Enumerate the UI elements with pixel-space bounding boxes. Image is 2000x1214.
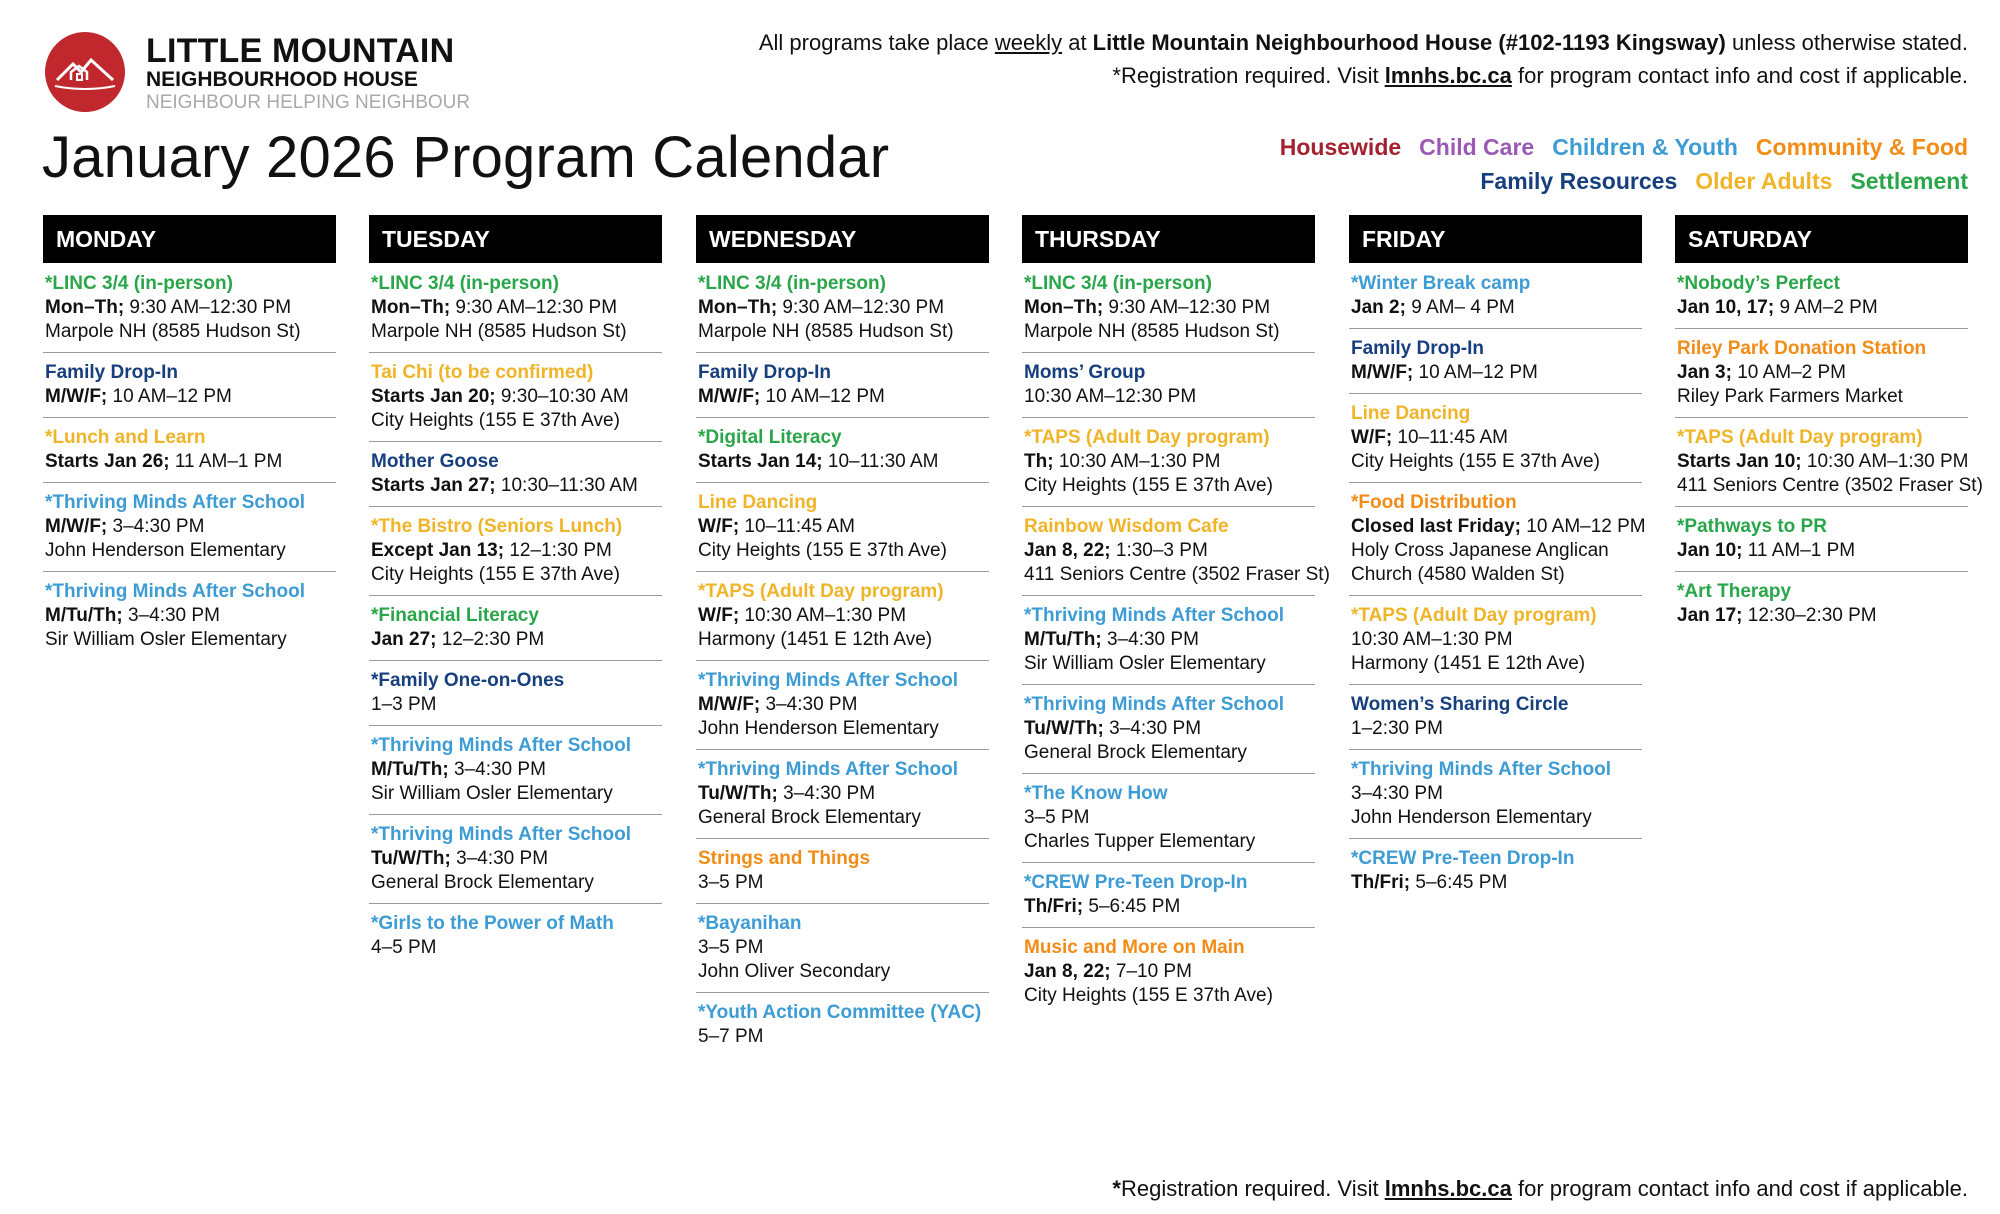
program-entry [1022,423,1315,507]
schedule-days: Starts Jan 26; [45,451,170,472]
schedule-days: M/W/F; [698,694,761,715]
program-name: Moms’ Group [1024,362,1146,383]
schedule-time: 10 AM–12 PM [760,386,885,407]
program-name: Rainbow Wisdom Cafe [1024,516,1229,537]
program-name: *Thriving Minds After School [1024,694,1285,715]
schedule-time: 3–5 PM [1024,807,1090,828]
notice-text: at [1062,30,1093,55]
day-column-wednesday [696,215,989,1062]
program-name: *Thriving Minds After School [371,735,632,756]
program-name: *TAPS (Adult Day program) [1351,605,1597,626]
program-entry [1675,334,1968,418]
program-name: *Youth Action Committee (YAC) [698,1002,982,1023]
schedule-time: 7–10 PM [1110,961,1192,982]
schedule-time: 3–5 PM [698,872,764,893]
program-entry [696,358,989,418]
program-schedule [1024,717,1315,741]
org-name-line1: LITTLE MOUNTAIN [146,32,455,70]
program-schedule [698,871,989,895]
program-schedule [1351,871,1642,895]
schedule-days: Closed last Friday; [1351,516,1521,537]
program-entry [369,269,662,353]
program-schedule [1024,450,1315,474]
program-entry [1349,334,1642,394]
program-name: Strings and Things [698,848,871,869]
program-schedule [1677,539,1968,563]
program-entry [369,909,662,968]
program-entry [1022,779,1315,863]
schedule-days: Jan 2; [1351,297,1406,318]
program-entry [1022,690,1315,774]
program-entry [1349,755,1642,839]
program-entry [1675,423,1983,507]
program-schedule [698,385,989,409]
schedule-time: 11 AM–1 PM [169,451,283,472]
program-name: *TAPS (Adult Day program) [1677,427,1923,448]
schedule-time: 5–6:45 PM [1083,896,1181,917]
program-entry [1349,601,1642,685]
legend-older-adults: Older Adults [1695,168,1833,194]
footer-text: for program contact info and cost if applicable. [1511,1176,1968,1201]
schedule-time: 10:30 AM–1:30 PM [1351,629,1513,650]
notice-text: *Registration required. Visit [1112,63,1385,88]
schedule-days: Tu/W/Th; [698,783,778,804]
program-name: *Bayanihan [698,913,802,934]
schedule-time: 3–4:30 PM [122,605,220,626]
program-entry [696,488,989,572]
program-name: *Nobody’s Perfect [1677,273,1840,294]
schedule-days: Starts Jan 27; [371,475,496,496]
schedule-time: 10 AM–12 PM [1521,516,1646,537]
schedule-days: Tu/W/Th; [1024,718,1104,739]
program-schedule [698,1025,989,1049]
program-schedule [1351,515,1646,539]
notice-line-2 [759,59,1968,92]
footer-notice [1112,1176,1968,1202]
program-name: *CREW Pre-Teen Drop-In [1351,848,1575,869]
program-location: General Brock Elementary [1024,742,1247,763]
schedule-time: 9:30 AM–12:30 PM [1103,297,1271,318]
program-entry [696,269,989,353]
program-name: *Thriving Minds After School [698,759,959,780]
program-location: Harmony (1451 E 12th Ave) [1351,653,1586,674]
program-location: Sir William Osler Elementary [1024,653,1266,674]
schedule-days: Jan 8, 22; [1024,540,1111,561]
legend-row-2 [1226,164,1968,198]
program-entry [43,423,336,483]
program-schedule [1677,361,1968,385]
program-entry [369,731,662,815]
schedule-days: M/W/F; [45,386,108,407]
program-entry [1349,269,1642,329]
program-entry [696,577,989,661]
program-schedule [1024,296,1315,320]
program-entry [1349,488,1646,596]
schedule-time: 12–2:30 PM [436,629,545,650]
program-entry [1022,269,1315,353]
program-entry [696,666,989,750]
program-location: Sir William Osler Elementary [371,783,613,804]
program-location: General Brock Elementary [698,807,921,828]
day-header: SATURDAY [1675,215,1968,263]
schedule-time: 3–4:30 PM [450,848,549,869]
schedule-days: Jan 17; [1677,605,1743,626]
program-schedule [698,296,989,320]
program-entry [369,358,662,442]
program-location: Church (4580 Walden St) [1351,564,1565,585]
program-name: *Thriving Minds After School [45,581,306,602]
program-schedule [1024,385,1315,409]
schedule-time: 3–4:30 PM [760,694,858,715]
schedule-time: 4–5 PM [371,937,437,958]
program-name: Tai Chi (to be confirmed) [371,362,594,383]
program-entry [1675,512,1968,572]
legend-community-food: Community & Food [1755,134,1968,160]
program-entry [369,512,662,596]
schedule-days: Jan 8, 22; [1024,961,1111,982]
schedule-days: W/F; [698,605,740,626]
program-entry [1022,358,1315,418]
schedule-days: W/F; [1351,427,1393,448]
notice-weekly: weekly [994,30,1063,55]
program-schedule [371,474,662,498]
program-schedule [698,515,989,539]
program-entry [1022,868,1315,928]
schedule-time: 5–6:45 PM [1410,872,1508,893]
program-name: Family Drop-In [45,362,179,383]
program-schedule [1024,539,1315,563]
program-location: John Henderson Elementary [45,540,286,561]
program-location: Riley Park Farmers Market [1677,386,1903,407]
program-schedule [1351,782,1642,806]
program-location: 411 Seniors Centre (3502 Fraser St) [1677,475,1983,496]
program-entry [43,577,336,660]
org-name-line2: NEIGHBOURHOOD HOUSE [146,68,418,91]
schedule-days: M/Tu/Th; [45,605,123,626]
program-name: *LINC 3/4 (in-person) [371,273,559,294]
schedule-time: 10–11:30 AM [822,451,939,472]
program-location: City Heights (155 E 37th Ave) [371,410,620,431]
legend-settlement: Settlement [1850,168,1968,194]
program-entry [1022,933,1315,1016]
program-schedule [45,515,336,539]
program-entry [696,909,989,993]
program-location: City Heights (155 E 37th Ave) [371,564,620,585]
footer-website-link[interactable]: lmnhs.bc.ca [1384,1176,1512,1201]
schedule-days: Except Jan 13; [371,540,505,561]
schedule-days: Mon–Th; [45,297,125,318]
program-location: John Henderson Elementary [1351,807,1592,828]
program-entry [1022,601,1315,685]
program-entry [1349,690,1642,750]
program-schedule [45,296,336,320]
schedule-days: Th; [1024,451,1054,472]
schedule-time: 3–4:30 PM [107,516,205,537]
program-schedule [371,847,662,871]
program-entry [696,844,989,904]
schedule-days: Starts Jan 20; [371,386,496,407]
schedule-time: 3–4:30 PM [1101,629,1199,650]
program-location: Marpole NH (8585 Hudson St) [45,321,301,342]
program-entry [369,601,662,661]
footer-asterisk: * [1112,1176,1121,1201]
program-name: *The Bistro (Seniors Lunch) [371,516,623,537]
program-name: Music and More on Main [1024,937,1245,958]
day-column-tuesday [369,215,662,973]
schedule-time: 3–4:30 PM [1351,783,1443,804]
schedule-time: 9:30–10:30 AM [495,386,629,407]
program-entry [1349,399,1642,483]
day-header: THURSDAY [1022,215,1315,263]
schedule-days: Jan 3; [1677,362,1732,383]
program-name: *Winter Break camp [1351,273,1531,294]
notice-text: for program contact info and cost if applicable. [1511,63,1968,88]
program-schedule [698,693,989,717]
schedule-days: Jan 10; [1677,540,1743,561]
program-name: *CREW Pre-Teen Drop-In [1024,872,1248,893]
program-schedule [371,539,662,563]
program-entry [43,358,336,418]
schedule-days: Starts Jan 10; [1677,451,1802,472]
schedule-time: 3–5 PM [698,937,764,958]
schedule-days: Th/Fri; [1351,872,1411,893]
program-location: City Heights (155 E 37th Ave) [1024,985,1273,1006]
schedule-days: M/W/F; [698,386,761,407]
schedule-time: 12:30–2:30 PM [1742,605,1877,626]
program-schedule [1351,426,1642,450]
program-name: *Thriving Minds After School [1024,605,1285,626]
schedule-time: 10 AM–12 PM [107,386,232,407]
program-location: Marpole NH (8585 Hudson St) [371,321,627,342]
day-column-thursday [1022,215,1330,1021]
program-name: *Lunch and Learn [45,427,206,448]
program-schedule [1677,604,1968,628]
program-schedule [371,296,662,320]
program-entry [696,423,989,483]
schedule-time: 10:30 AM–12:30 PM [1024,386,1197,407]
notice-line-1 [759,26,1968,59]
schedule-time: 9:30 AM–12:30 PM [450,297,618,318]
schedule-days: Starts Jan 14; [698,451,823,472]
program-schedule [1351,717,1642,741]
notice-text: All programs take place [758,30,995,55]
program-name: Line Dancing [1351,403,1471,424]
schedule-time: 1:30–3 PM [1110,540,1208,561]
program-schedule [1351,296,1642,320]
program-schedule [698,604,989,628]
program-schedule [45,385,336,409]
legend-housewide: Housewide [1279,134,1402,160]
program-schedule [45,450,336,474]
program-location: Sir William Osler Elementary [45,629,287,650]
program-entry [1022,512,1330,596]
location-notice [759,26,1968,92]
program-entry [369,820,662,904]
program-schedule [698,782,989,806]
schedule-days: M/W/F; [1351,362,1414,383]
program-name: Mother Goose [371,451,499,472]
legend-child-care: Child Care [1419,134,1535,160]
schedule-days: Th/Fri; [1024,896,1084,917]
schedule-time: 3–4:30 PM [1103,718,1202,739]
schedule-time: 10:30 AM–1:30 PM [1801,451,1969,472]
program-entry [696,998,989,1057]
schedule-time: 10:30 AM–1:30 PM [739,605,907,626]
program-entry [696,755,989,839]
program-schedule [698,936,989,960]
program-location: 411 Seniors Centre (3502 Fraser St) [1024,564,1330,585]
program-location: Marpole NH (8585 Hudson St) [1024,321,1280,342]
program-name: *LINC 3/4 (in-person) [1024,273,1212,294]
footer-text: Registration required. Visit [1120,1176,1385,1201]
program-name: *Digital Literacy [698,427,842,448]
day-header: WEDNESDAY [696,215,989,263]
program-schedule [371,385,662,409]
program-name: Women’s Sharing Circle [1351,694,1569,715]
program-entry [43,488,336,572]
program-location: City Heights (155 E 37th Ave) [1024,475,1273,496]
schedule-time: 9 AM–2 PM [1774,297,1878,318]
program-name: Family Drop-In [698,362,832,383]
program-entry [43,269,336,353]
program-name: *Food Distribution [1351,492,1517,513]
schedule-days: M/Tu/Th; [1024,629,1102,650]
notice-text: unless otherwise stated. [1725,30,1968,55]
schedule-time: 10–11:45 AM [1392,427,1509,448]
program-name: *Thriving Minds After School [45,492,306,513]
schedule-days: Mon–Th; [698,297,778,318]
program-entry [1349,844,1642,903]
schedule-time: 11 AM–1 PM [1742,540,1856,561]
program-schedule [1024,960,1315,984]
schedule-time: 10:30–11:30 AM [495,475,638,496]
program-name: *LINC 3/4 (in-person) [698,273,886,294]
program-location: City Heights (155 E 37th Ave) [1351,451,1600,472]
schedule-time: 1–3 PM [371,694,437,715]
org-tagline: NEIGHBOUR HELPING NEIGHBOUR [146,92,471,113]
schedule-days: M/Tu/Th; [371,759,449,780]
program-schedule [1024,895,1315,919]
notice-location: Little Mountain Neighbourhood House (#102-1193 Kingsway) [1092,30,1726,55]
program-schedule [1024,806,1315,830]
schedule-time: 5–7 PM [698,1026,764,1047]
website-link[interactable]: lmnhs.bc.ca [1384,63,1512,88]
program-name: *LINC 3/4 (in-person) [45,273,233,294]
program-name: *Thriving Minds After School [698,670,959,691]
program-location: Holy Cross Japanese Anglican [1351,540,1609,561]
program-location: Charles Tupper Elementary [1024,831,1256,852]
schedule-days: W/F; [698,516,740,537]
program-location: Marpole NH (8585 Hudson St) [698,321,954,342]
schedule-days: Mon–Th; [371,297,451,318]
program-entry [1675,577,1968,636]
schedule-time: 12–1:30 PM [504,540,612,561]
day-header: MONDAY [43,215,336,263]
legend-children-youth: Children & Youth [1552,134,1738,160]
program-name: *The Know How [1024,783,1168,804]
program-name: *Girls to the Power of Math [371,913,614,934]
schedule-time: 10 AM–12 PM [1413,362,1538,383]
schedule-time: 9:30 AM–12:30 PM [777,297,945,318]
day-column-monday [43,215,336,665]
schedule-time: 10 AM–2 PM [1731,362,1846,383]
schedule-time: 10–11:45 AM [739,516,856,537]
program-schedule [1024,628,1315,652]
program-entry [1675,269,1968,329]
day-header: FRIDAY [1349,215,1642,263]
day-header: TUESDAY [369,215,662,263]
program-name: *Pathways to PR [1677,516,1827,537]
program-schedule [1351,628,1642,652]
schedule-time: 9 AM– 4 PM [1405,297,1515,318]
program-schedule [45,604,336,628]
program-name: *Family One-on-Ones [371,670,565,691]
schedule-days: Jan 10, 17; [1677,297,1775,318]
schedule-days: Tu/W/Th; [371,848,451,869]
page-title: January 2026 Program Calendar [42,125,890,190]
program-location: John Henderson Elementary [698,718,939,739]
program-name: Riley Park Donation Station [1677,338,1927,359]
legend-row-1 [1226,130,1968,164]
program-schedule [371,693,662,717]
program-name: Line Dancing [698,492,818,513]
program-location: General Brock Elementary [371,872,594,893]
schedule-time: 1–2:30 PM [1351,718,1443,739]
schedule-time: 3–4:30 PM [777,783,876,804]
program-entry [369,447,662,507]
schedule-days: M/W/F; [45,516,108,537]
legend-family-resources: Family Resources [1480,168,1678,194]
program-name: *Financial Literacy [371,605,539,626]
program-location: Harmony (1451 E 12th Ave) [698,629,933,650]
program-name: *Thriving Minds After School [1351,759,1612,780]
program-schedule [1677,450,1968,474]
category-legend [1208,130,1968,198]
program-name: *Art Therapy [1677,581,1792,602]
program-schedule [1677,296,1968,320]
program-schedule [371,628,662,652]
schedule-time: 10:30 AM–1:30 PM [1053,451,1221,472]
organization-name [146,34,470,112]
day-column-saturday [1675,215,1983,641]
schedule-days: Mon–Th; [1024,297,1104,318]
program-name: *TAPS (Adult Day program) [698,581,944,602]
program-schedule [371,936,662,960]
schedule-days: Jan 27; [371,629,437,650]
organization-logo [43,30,127,114]
day-column-friday [1349,215,1646,908]
program-schedule [1351,361,1642,385]
schedule-time: 9:30 AM–12:30 PM [124,297,292,318]
program-name: Family Drop-In [1351,338,1485,359]
program-name: *Thriving Minds After School [371,824,632,845]
program-name: *TAPS (Adult Day program) [1024,427,1270,448]
schedule-time: 3–4:30 PM [448,759,546,780]
program-location: City Heights (155 E 37th Ave) [698,540,947,561]
program-entry [369,666,662,726]
program-location: John Oliver Secondary [698,961,891,982]
program-schedule [371,758,662,782]
program-schedule [698,450,989,474]
